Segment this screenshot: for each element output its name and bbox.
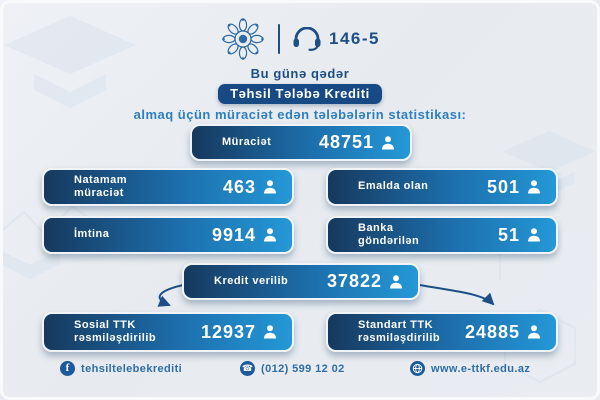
stat-standart-label: Standart TTK rəsmiləşdirilib (358, 318, 441, 344)
title-line2: almaq üçün müraciət edən tələbələrin statistikası: (133, 107, 467, 122)
stat-imtina (42, 216, 294, 254)
header-divider (278, 24, 280, 54)
stat-natamam-value: 463 (222, 176, 256, 197)
stat-natamam-label: Natamam müraciət (74, 173, 128, 199)
stat-imtina-value: 9914 (211, 224, 256, 245)
facebook-handle: tehsiltelebekrediti (81, 362, 183, 375)
stat-emalda (326, 168, 558, 206)
hotline-number: 146-5 (329, 29, 380, 48)
footer-website (410, 361, 530, 376)
globe-icon (410, 361, 425, 376)
stat-standart-value: 24885 (464, 321, 520, 342)
title-block (0, 66, 600, 122)
person-icon (262, 179, 278, 195)
stat-imtina-label: İmtina (74, 228, 110, 241)
footer-phone (240, 361, 345, 376)
emblem-icon (220, 16, 266, 62)
stat-banka (326, 216, 558, 254)
person-icon (526, 227, 542, 243)
stat-banka-label: Banka göndərilən (358, 221, 420, 247)
stat-banka-value: 51 (497, 224, 520, 245)
arrow-right (414, 284, 493, 304)
stat-sosial-label: Sosial TTK rəsmiləşdirilib (74, 318, 157, 344)
title-badge: Təhsil Tələbə Krediti (218, 84, 382, 104)
title-line1: Bu günə qədər (250, 66, 350, 81)
stat-sosial (42, 312, 294, 352)
person-icon (526, 324, 542, 340)
website-url: www.e-ttkf.edu.az (431, 362, 531, 375)
stat-kredit-label: Kredit verilib (214, 274, 289, 287)
stat-standart (326, 312, 558, 352)
stat-sosial-value: 12937 (200, 321, 256, 342)
phone-icon: ☎ (240, 361, 255, 376)
headset-icon (292, 27, 322, 51)
header (0, 16, 600, 62)
phone-number: (012) 599 12 02 (261, 362, 345, 375)
person-icon (262, 227, 278, 243)
facebook-icon: f (60, 361, 75, 376)
person-icon (262, 324, 278, 340)
stat-kredit (182, 263, 420, 300)
stat-emalda-value: 501 (486, 176, 520, 197)
person-icon (526, 179, 542, 195)
person-icon (388, 274, 404, 290)
stat-natamam (42, 168, 294, 206)
stat-kredit-value: 37822 (326, 271, 382, 291)
stat-muraciet-label: Müraciət (222, 135, 272, 148)
person-icon (380, 135, 396, 151)
stat-muraciet (190, 124, 412, 161)
footer-facebook (60, 361, 182, 376)
stat-emalda-label: Emalda olan (358, 180, 429, 193)
stat-muraciet-value: 48751 (318, 132, 374, 152)
